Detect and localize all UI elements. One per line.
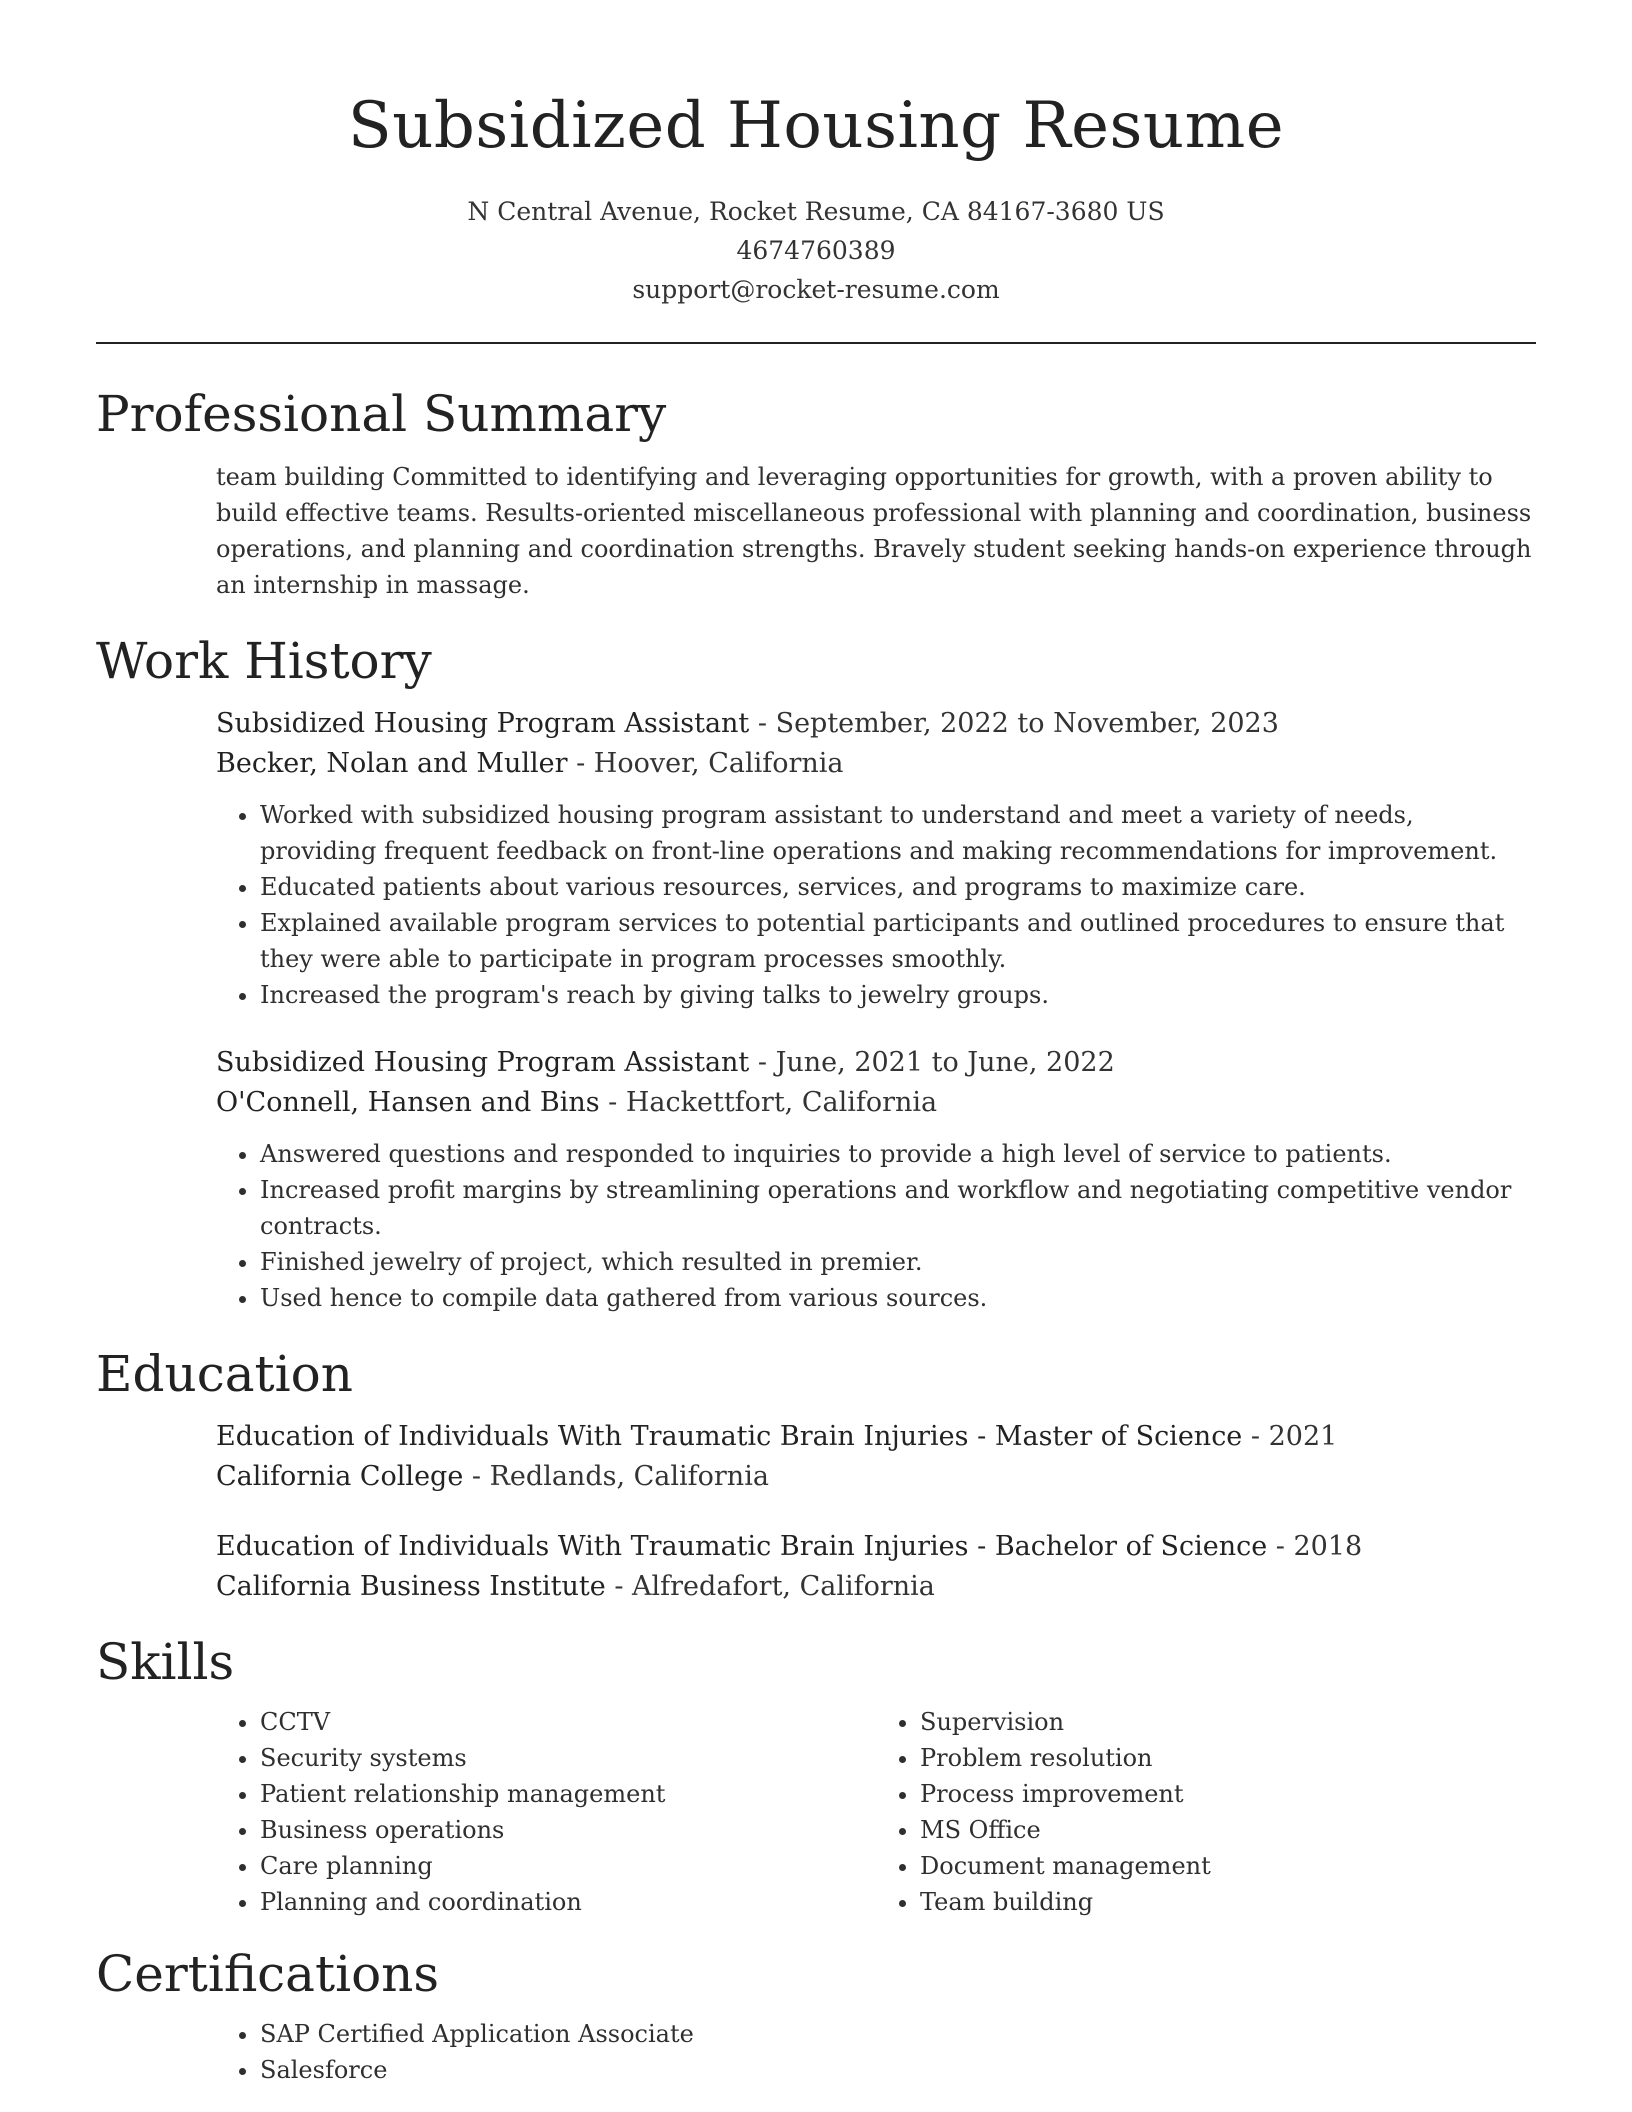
job-location: - Hackettfort, California — [599, 1087, 938, 1118]
header-divider — [96, 342, 1536, 344]
skill-item: • Planning and coordination — [260, 1884, 876, 1920]
phone-text: 4674760389 — [736, 236, 896, 265]
education-year: - 2018 — [1267, 1531, 1363, 1562]
job-role: Subsidized Housing Program Assistant — [216, 708, 750, 739]
job-location: - Hoover, California — [567, 748, 844, 779]
certifications-heading: Certifications — [96, 1945, 440, 2003]
summary-text: team building Committed to identifying and leveraging opportunities for growth, with a proven ability to build effective teams. Results-oriented miscellaneous professional with planning and coordination, business operations, and planning and coordination strengths. Bravely student seeking hands-on experience through an internship in massage. — [216, 463, 1532, 599]
resume-title: Subsidized Housing Resume — [347, 89, 1285, 163]
job-bullets — [216, 797, 1536, 1013]
skill-item: • Business operations — [260, 1812, 876, 1848]
job-company-line — [216, 744, 1536, 784]
job-bullet: • Educated patients about various resources, services, and programs to maximize care. — [260, 869, 1536, 905]
education-location: - Redlands, California — [463, 1461, 769, 1492]
education-school: California College — [216, 1461, 464, 1492]
skills-column-left — [216, 1704, 876, 1920]
work-history-heading: Work History — [96, 632, 432, 690]
job-company-line — [216, 1083, 1536, 1123]
education-entry — [216, 1527, 1536, 1607]
job-company: O'Connell, Hansen and Bins — [216, 1087, 600, 1118]
skill-item: • Process improvement — [920, 1776, 1536, 1812]
skills-column-right — [876, 1704, 1536, 1920]
skill-item: • Patient relationship management — [260, 1776, 876, 1812]
job-dates: - September, 2022 to November, 2023 — [749, 708, 1279, 739]
skills-heading: Skills — [96, 1633, 235, 1691]
education-field: Education of Individuals With Traumatic Brain Injuries — [216, 1531, 969, 1562]
job-title-line — [216, 1043, 1536, 1083]
job-bullet: • Used hence to compile data gathered from various sources. — [260, 1280, 1536, 1316]
resume-header — [96, 0, 1536, 309]
job-entry — [216, 704, 1536, 1013]
education-degree-line — [216, 1417, 1536, 1457]
certification-item: • Salesforce — [260, 2052, 1536, 2088]
skill-item: • Security systems — [260, 1740, 876, 1776]
job-bullet: • Worked with subsidized housing program assistant to understand and meet a variety of needs, providing frequent feedback on front-line operations and making recommendations for improvement. — [260, 797, 1536, 869]
skill-item: • Team building — [920, 1884, 1536, 1920]
job-bullet: • Answered questions and responded to inquiries to provide a high level of service to patients. — [260, 1136, 1536, 1172]
summary-body — [216, 459, 1536, 603]
resume-page — [96, 0, 1536, 2088]
education-heading: Education — [96, 1345, 353, 1403]
job-bullets — [216, 1136, 1536, 1316]
job-role: Subsidized Housing Program Assistant — [216, 1047, 750, 1078]
certifications-items — [216, 2016, 1536, 2088]
contact-block — [96, 192, 1536, 309]
education-degree-line — [216, 1527, 1536, 1567]
job-company: Becker, Nolan and Muller — [216, 748, 568, 779]
education-degree: - Bachelor of Science — [968, 1531, 1268, 1562]
education-degree: - Master of Science — [968, 1421, 1243, 1452]
job-dates: - June, 2021 to June, 2022 — [749, 1047, 1115, 1078]
education-school: California Business Institute — [216, 1571, 606, 1602]
address-text: N Central Avenue, Rocket Resume, CA 84167-3680 US — [467, 197, 1165, 226]
skill-item: • Care planning — [260, 1848, 876, 1884]
job-bullet: • Increased the program's reach by giving talks to jewelry groups. — [260, 977, 1536, 1013]
summary-heading: Professional Summary — [96, 385, 667, 443]
job-entry — [216, 1043, 1536, 1316]
email-text: support@rocket-resume.com — [632, 275, 1000, 304]
education-year: - 2021 — [1242, 1421, 1338, 1452]
job-bullet: • Finished jewelry of project, which resulted in premier. — [260, 1244, 1536, 1280]
skill-item: • CCTV — [260, 1704, 876, 1740]
skill-item: • Supervision — [920, 1704, 1536, 1740]
education-entry — [216, 1417, 1536, 1497]
skill-item: • Document management — [920, 1848, 1536, 1884]
skill-item: • MS Office — [920, 1812, 1536, 1848]
certifications-list — [216, 2016, 1536, 2088]
skill-item: • Problem resolution — [920, 1740, 1536, 1776]
job-title-line — [216, 704, 1536, 744]
education-field: Education of Individuals With Traumatic Brain Injuries — [216, 1421, 969, 1452]
education-location: - Alfredafort, California — [605, 1571, 935, 1602]
education-school-line — [216, 1567, 1536, 1607]
job-bullet: • Increased profit margins by streamlining operations and workflow and negotiating competitive vendor contracts. — [260, 1172, 1536, 1244]
education-school-line — [216, 1457, 1536, 1497]
skills-list — [216, 1704, 1536, 1920]
certification-item: • SAP Certified Application Associate — [260, 2016, 1536, 2052]
job-bullet: • Explained available program services to potential participants and outlined procedures to ensure that they were able to participate in program processes smoothly. — [260, 905, 1536, 977]
